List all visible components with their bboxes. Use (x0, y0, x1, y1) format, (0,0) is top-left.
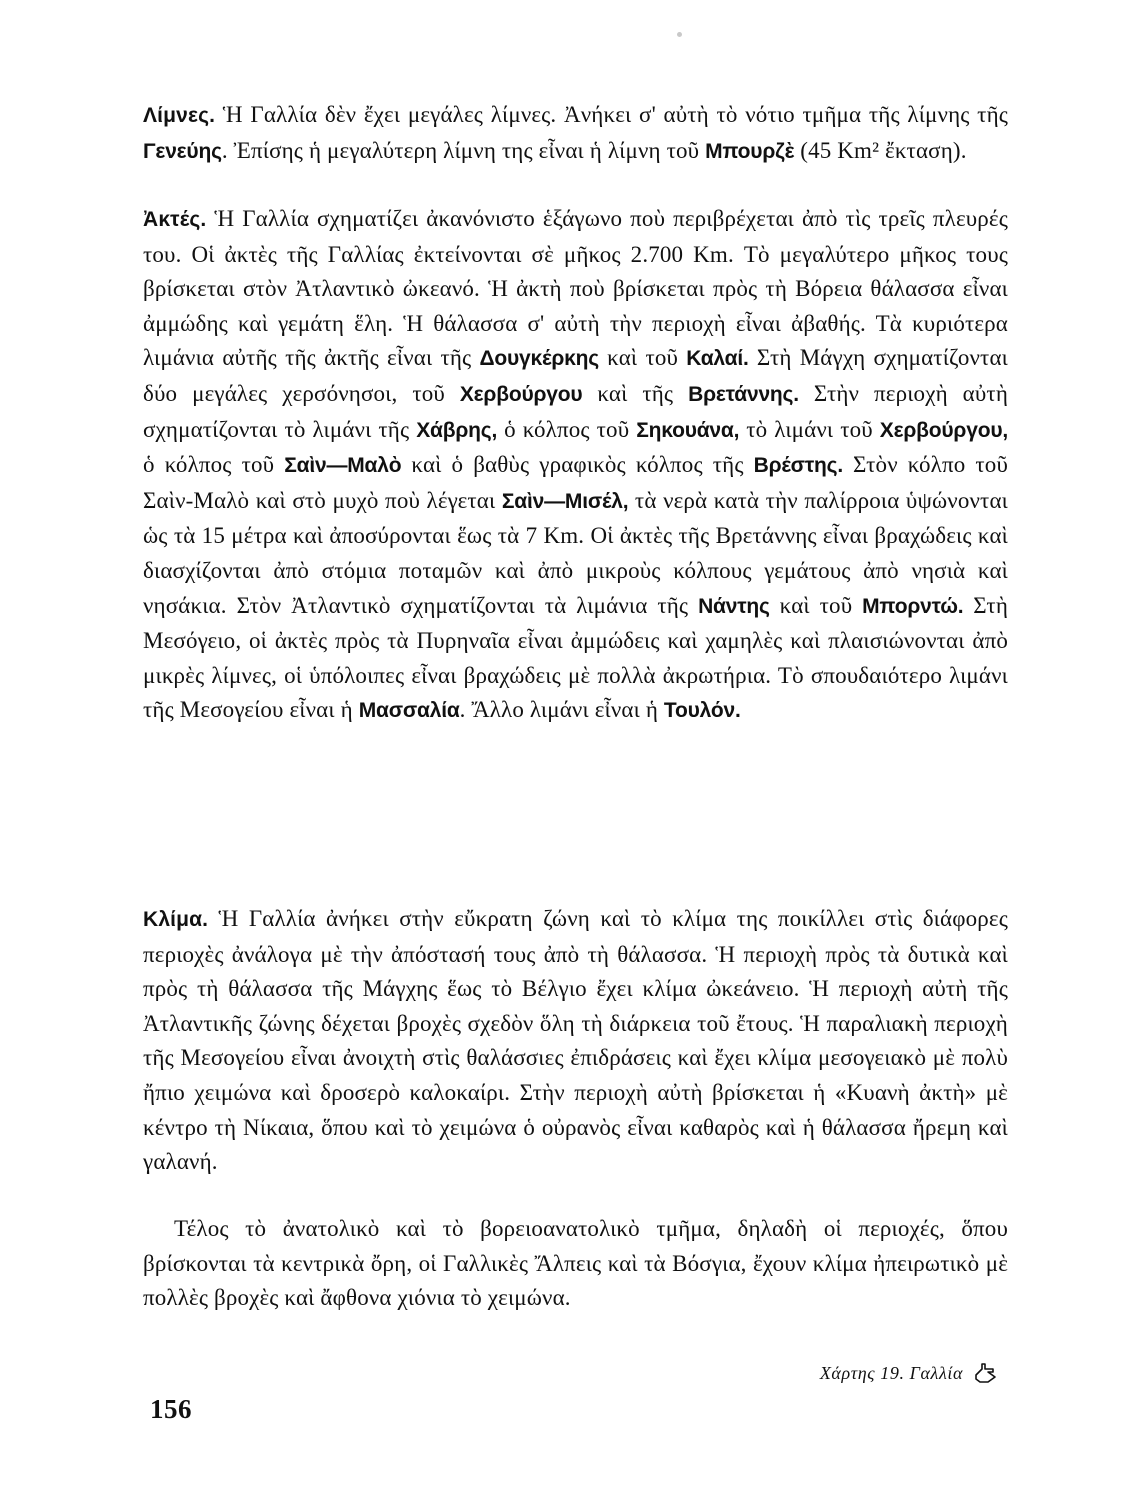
place-cherbourg-peninsula: Χερβούργου (459, 382, 583, 406)
coasts-text-6: ὁ κόλπος τοῦ (497, 416, 637, 442)
place-brittany: Βρετάννης. (688, 382, 799, 406)
speck-mark (677, 32, 682, 37)
section-heading-coasts: Ἀκτές. (143, 208, 207, 231)
page-number: 156 (150, 1394, 192, 1424)
coasts-text-8: ὁ κόλπος τοῦ (143, 452, 285, 478)
coasts-text-9: καὶ ὁ βαθὺς γραφικὸς κόλπος τῆς (401, 452, 754, 478)
coasts-text-11: τὰ νερὰ κατὰ τὴν παλίρροια ὑψώνονται ὡς τὰ 15 μέτρα καὶ ἀποσύρονται ἕως τὰ 7 Km. Οἱ ἀκτὲς τῆς Βρετάννης εἶναι βραχώδεις καὶ διασχίζονται ἀπὸ στόμια ποταμῶν καὶ ἀπὸ μικροὺς κόλπους γεμάτους ἀπὸ νησιὰ καὶ νησάκια. Στὸν Ἀτλαντικὸ σχηματίζονται τὰ λιμάνια τῆς (143, 487, 1008, 618)
coasts-text-2: καὶ τοῦ (598, 345, 687, 371)
section-heading-lakes: Λίμνες. (143, 104, 216, 127)
place-toulon: Τουλόν. (663, 699, 741, 723)
place-nantes: Νάντης (698, 594, 770, 618)
place-saint-michel: Σαὶν—Μισέλ, (501, 489, 629, 513)
coasts-text-12: καὶ τοῦ (769, 592, 863, 618)
lakes-paragraph (143, 98, 1008, 169)
coasts-text-4: καὶ τῆς (582, 380, 689, 406)
lakes-text-2: . Ἐπίσης ἡ μεγαλύτερη λίμνη της εἶναι ἡ λίμνη τοῦ (221, 137, 706, 163)
place-calais: Καλαί. (686, 347, 749, 371)
place-brest: Βρέστης. (753, 454, 843, 478)
map-reference-text: Χάρτης 19. Γαλλία (819, 1362, 963, 1383)
climate-text-1: Ἡ Γαλλία ἀνήκει στὴν εὔκρατη ζώνη καὶ τὸ κλίμα της ποικίλλει στὶς διάφορες περιοχὲς ἀνάλογα μὲ τὴν ἀπόστασή τους ἀπὸ τὴ θάλασσα. Ἡ περιοχὴ πρὸς τὰ δυτικὰ καὶ πρὸς τὴ θάλασσα τῆς Μάγχης ἕως τὸ Βέλγιο ἔχει κλίμα ὠκεάνειο. Ἡ περιοχὴ αὐτὴ τῆς Ἀτλαντικῆς ζώνης δέχεται βροχὲς σχεδὸν ὅλη τὴ διάρκεια τοῦ ἔτους. Ἡ παραλιακὴ περιοχὴ τῆς Μεσογείου εἶναι ἀνοιχτὴ στὶς θαλάσσιες ἐπιδράσεις καὶ ἔχει κλίμα μεσογειακὸ μὲ πολὺ ἤπιο χειμώνα καὶ δροσερὸ καλοκαίρι. Στὴν περιοχὴ αὐτὴ βρίσκεται ἡ «Κυανὴ ἀκτὴ» μὲ κέντρο τὴ Νίκαια, ὅπου καὶ τὸ χειμώνα ὁ οὐρανὸς εἶναι καθαρὸς καὶ ἡ θάλασσα ἤρεμη καὶ γαλανή. (143, 906, 1008, 1175)
coasts-paragraph (143, 202, 1008, 729)
place-seine: Σηκουάνα, (636, 418, 740, 442)
coasts-text-5: Στὴν περιοχὴ αὐτὴ σχηματίζονται τὸ λιμάνι τῆς (143, 380, 1008, 442)
place-cherbourg-port: Χερβούργου, (879, 418, 1008, 442)
section-heading-climate: Κλίμα. (143, 908, 209, 931)
climate-paragraph (143, 902, 1008, 1180)
place-dunkirk: Δουγκέρκης (479, 347, 599, 371)
place-bourget: Μπουρζὲ (705, 139, 795, 163)
place-le-havre: Χάβρης, (416, 418, 498, 442)
coasts-text-1: Ἡ Γαλλία σχηματίζει ἀκανόνιστο ἑξάγωνο ποὺ περιβρέχεται ἀπὸ τὶς τρεῖς πλευρές του. Οἱ ἀκτὲς τῆς Γαλλίας ἐκτείνονται σὲ μῆκος 2.700 Km. Τὸ μεγαλύτερο μῆκος τους βρίσκεται στὸν Ἀτλαντικὸ ὠκεανό. Ἡ ἀκτὴ ποὺ βρίσκεται πρὸς τὴ Βόρεια θάλασσα εἶναι ἀμμώδης καὶ γεμάτη ἕλη. Ἡ θάλασσα σ' αὐτὴ τὴν περιοχὴ εἶναι ἀβαθής. Τὰ κυριότερα λιμάνια αὐτῆς τῆς ἀκτῆς εἶναι τῆς (143, 206, 1008, 371)
place-bordeaux: Μπορντώ. (862, 594, 964, 618)
coasts-text-10: Στὸν κόλπο τοῦ Σαὶν-Μαλὸ καὶ στὸ μυχὸ ποὺ λέγεται (143, 452, 1008, 513)
coasts-text-7: τὸ λιμάνι τοῦ (739, 416, 880, 442)
lakes-text-3: (45 Km² ἔκταση). (794, 137, 967, 163)
hand-pointing-right-icon (972, 1360, 998, 1386)
map-reference (820, 1360, 998, 1386)
climate-continental-paragraph: Τέλος τὸ ἀνατολικὸ καὶ τὸ βορειοανατολικὸ τμῆμα, δηλαδὴ οἱ περιοχές, ὅπου βρίσκονται τὰ κεντρικὰ ὄρη, οἱ Γαλλικὲς Ἄλπεις καὶ τὰ Βόσγια, ἔχουν κλίμα ἠπειρωτικὸ μὲ πολλὲς βροχὲς καὶ ἄφθονα χιόνια τὸ χειμώνα. (143, 1216, 1008, 1311)
place-marseille: Μασσαλία (358, 699, 460, 723)
place-saint-malo: Σαὶν—Μαλὸ (284, 454, 402, 478)
coasts-text-14: . Ἄλλο λιμάνι εἶναι ἡ (459, 697, 664, 723)
lakes-text-1: Ἡ Γαλλία δὲν ἔχει μεγάλες λίμνες. Ἀνήκει σ' αὐτὴ τὸ νότιο τμῆμα τῆς λίμνης τῆς (215, 102, 1008, 127)
coasts-text-3: Στὴ Μάγχη σχηματίζονται δύο μεγάλες χερσόνησοι, τοῦ (143, 345, 1008, 406)
place-geneva: Γενεύης (143, 139, 222, 163)
coasts-text-13: Στὴ Μεσόγειο, οἱ ἀκτὲς πρὸς τὰ Πυρηναῖα εἶναι ἀμμώδεις καὶ χαμηλὲς καὶ πλαισιώνονται ἀπὸ μικρὲς λίμνες, οἱ ὑπόλοιπες εἶναι βραχώδεις μὲ πολλὰ ἀκρωτήρια. Τὸ σπουδαιότερο λιμάνι τῆς Μεσογείου εἶναι ἡ (143, 592, 1008, 723)
